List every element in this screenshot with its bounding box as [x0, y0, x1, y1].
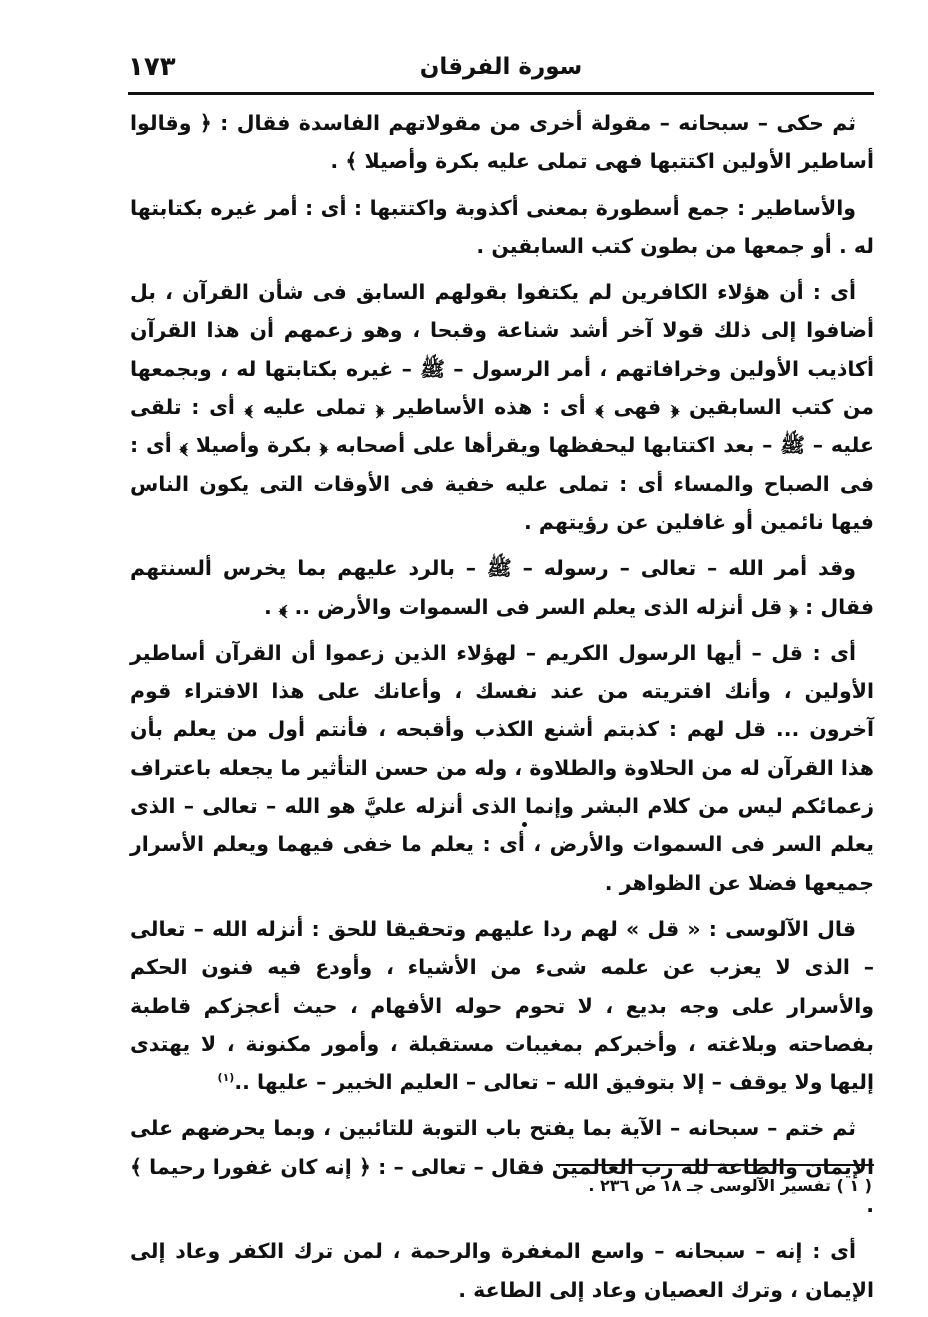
page-header: [128, 48, 874, 92]
footnote-rule: [556, 1164, 874, 1166]
main-text: [130, 104, 874, 1317]
paragraph-4: وقد أمر الله – تعالى – رسوله – ﷺ – بالرد عليهم بما يخرس ألسنتهم فقال : ﴿ قل أنزله الذى يعلم السر فى السموات والأرض .. ﴾ .: [130, 556, 874, 619]
paragraph-8: أى : إنه – سبحانه – واسع المغفرة والرحمة ، لمن ترك الكفر وعاد إلى الإيمان ، وترك العصيان وعاد إلى الطاعة .: [130, 1239, 874, 1302]
footnote: ( ١ ) تفسير الآلوسى جـ ١٨ ص ٢٣٦ .: [588, 1176, 872, 1195]
paragraph-5: أى : قل – أيها الرسول الكريم – لهؤلاء الذين زعموا أن القرآن أساطير الأولين ، وأنك افتريته من عند نفسك ، وأعانك على هذا الافتراء قوم آخرون ... قل لهم : كذبتم أشنع الكذب وأقبحه ، فأنتم أول من يعلم بأن هذا القرآن له من الحلاوة والطلاوة ، وله من حسن التأثير ما يجعله باعتراف زعمائكم ليس من كلام البشر وإنما الذى أنزله عليَّ هو الله – تعالى – الذى يعلم السر فى السموات والأرض ، أى : يعلم ما خفى فيهما ويعلم الأسرار جميعها فضلا عن الظواهر .: [130, 640, 874, 895]
paragraph-6: [130, 910, 874, 1101]
paragraph-3: أى : أن هؤلاء الكافرين لم يكتفوا بقولهم السابق فى شأن القرآن ، بل أضافوا إلى ذلك قولا آخر أشد شناعة وقبحا ، وهو زعمهم أن هذا القرآن أكاذيب الأولين وخرافاتهم ، أمر الرسول – ﷺ – غيره بكتابتها له ، وبجمعها من كتب السابقين ﴿ فهى ﴾ أى : هذه الأساطير ﴿ تملى عليه ﴾ أى : تلقى عليه – ﷺ – بعد اكتتابها ليحفظها ويقرأها على أصحابه ﴿ بكرة وأصيلا ﴾ أى : فى الصباح والمساء أى : تملى عليه خفية فى الأوقات التى يكون الناس فيها نائمين أو غافلين عن رؤيتهم .: [130, 280, 874, 534]
stray-dot: [522, 822, 527, 827]
page-number: ١٧٣: [128, 52, 176, 82]
paragraph-2: والأساطير : جمع أسطورة بمعنى أكذوبة واكتتبها : أى : أمر غيره بكتابتها له . أو جمعها من بطون كتب السابقين .: [130, 195, 874, 258]
paragraph-7: ثم ختم – سبحانه – الآية بما يفتح باب التوبة للتائبين ، وبما يحرضهم على الإيمان والطاعة لله رب العالمين فقال – تعالى – : ﴿ إنه كان غفورا رحيما ﴾ .: [130, 1116, 874, 1218]
header-rule: [128, 92, 874, 95]
surah-title: سورة الفرقان: [419, 54, 583, 80]
paragraph-1: ثم حكى – سبحانه – مقولة أخرى من مقولاتهم الفاسدة فقال : ﴿ وقالوا أساطير الأولين اكتتبها فهى تملى عليه بكرة وأصيلا ﴾ .: [130, 111, 874, 174]
paragraph-6-text: قال الآلوسى : « قل » لهم ردا عليهم وتحقيقا للحق : أنزله الله – تعالى – الذى لا يعزب عن علمه شىء من الأشياء ، وأودع فيه فنون الحكم والأسرار على وجه بديع ، لا تحوم حوله الأفهام ، حيث أعجزكم قاطبة بفصاحته وبلاغته ، وأخبركم بمغيبات مستقبلة ، وأمور مكنونة ، لا يهتدى إليها ولا يوقف – إلا بتوفيق الله – تعالى – العليم الخبير – عليها ..: [130, 916, 874, 1095]
footnote-marker: (١): [217, 1071, 235, 1085]
